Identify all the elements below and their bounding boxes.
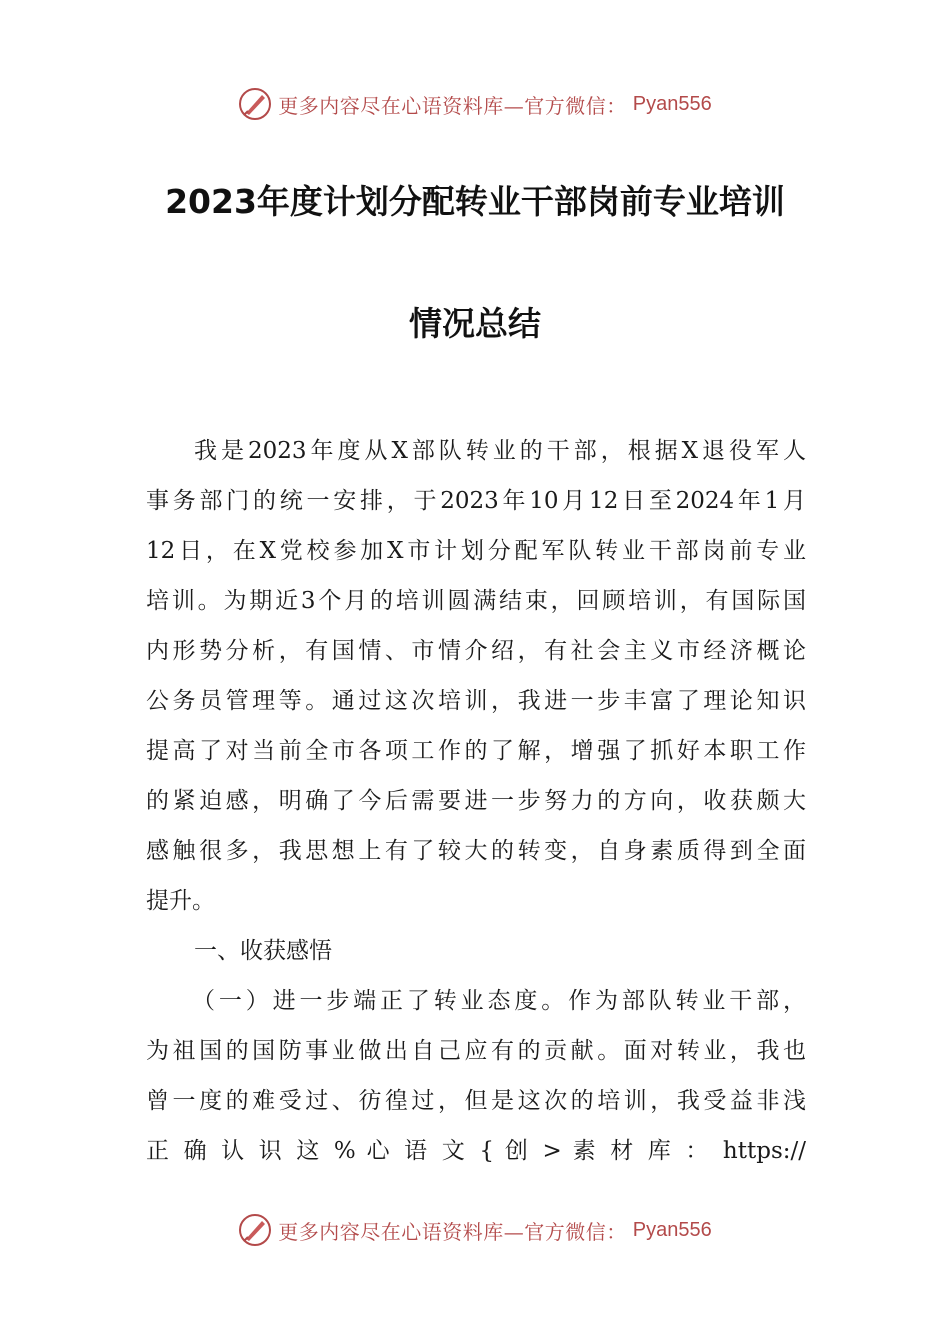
paragraph-line: 公务员管理等。通过这次培训，我进一步丰富了理论知识 (146, 688, 806, 714)
banner-wechat-id: Pyan556 (632, 92, 712, 115)
subsection-line: 曾一度的难受过、彷徨过，但是这次的培训，我受益非浅 (146, 1088, 806, 1114)
paragraph-line: 内形势分析，有国情、市情介绍，有社会主义市经济概论 (146, 638, 806, 664)
document-title-line-2: 情况总结 (409, 304, 541, 343)
subsection-line: （一）进一步端正了转业态度。作为部队转业干部， (192, 988, 806, 1014)
subsection-line: 为祖国的国防事业做出自己应有的贡献。面对转业，我也 (146, 1038, 806, 1064)
banner-text: 更多内容尽在心语资料库—官方微信： (278, 1219, 627, 1244)
paragraph-line: 事务部门的统一安排，于2023年10月12日至2024年1月 (146, 488, 806, 514)
paragraph-line: 我是2023年度从X部队转业的干部，根据X退役军人 (194, 438, 806, 464)
footer-banner (0, 1210, 950, 1250)
quill-logo-icon (238, 87, 272, 121)
paragraph-line: 提高了对当前全市各项工作的了解，增强了抓好本职工作 (146, 738, 806, 764)
paragraph-line: 培训。为期近3个月的培训圆满结束，回顾培训，有国际国 (146, 588, 806, 614)
paragraph-line: 提升。 (146, 888, 215, 914)
quill-logo-icon (238, 1213, 272, 1247)
paragraph-line: 的紧迫感，明确了今后需要进一步努力的方向，收获颇大 (146, 788, 806, 814)
subsection-line: 正 确 认 识 这 % 心 语 文 { 创 > 素 材 库 ： https:// (146, 1138, 806, 1164)
banner-text: 更多内容尽在心语资料库—官方微信： (278, 93, 627, 118)
paragraph-line: 12日，在X党校参加X市计划分配军队转业干部岗前专业 (146, 538, 806, 564)
banner-wechat-id: Pyan556 (632, 1218, 712, 1241)
header-banner (0, 84, 950, 124)
section-heading: 一、收获感悟 (194, 938, 332, 964)
document-title-line-1: 2023年度计划分配转业干部岗前专业培训 (165, 182, 785, 221)
paragraph-line: 感触很多，我思想上有了较大的转变，自身素质得到全面 (146, 838, 806, 864)
document-body (146, 426, 806, 1176)
